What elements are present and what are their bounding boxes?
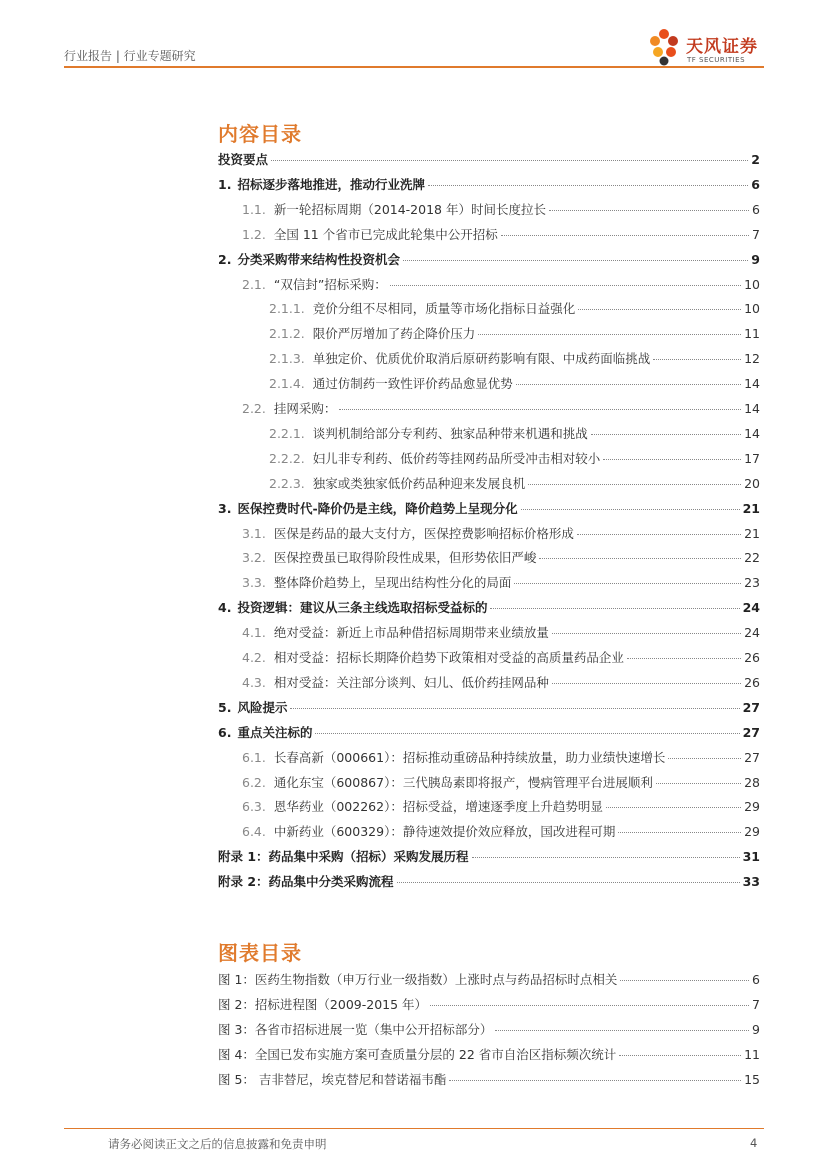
figure-entry-title: 图 2：招标进程图（2009-2015 年）: [218, 996, 428, 1012]
toc-leader-dots: [668, 758, 741, 759]
footer-divider: [64, 1128, 764, 1129]
toc-entry-page: 26: [744, 650, 760, 665]
toc-entry-page: 10: [744, 276, 760, 292]
toc-entry[interactable]: [218, 150, 760, 168]
toc-entry-title: 附录 1：药品集中采购（招标）采购发展历程: [218, 849, 469, 865]
toc-entry-page: 7: [752, 226, 760, 242]
logo-name: 天风证券: [686, 37, 758, 57]
company-logo: [646, 26, 766, 70]
toc-entry[interactable]: [242, 648, 760, 666]
toc-entry[interactable]: [218, 723, 760, 741]
toc-entry-page: 6: [752, 201, 760, 217]
toc-leader-dots: [603, 459, 741, 460]
toc-entry-page: 21: [744, 525, 760, 541]
toc-entry-number: 4.1.: [242, 625, 266, 641]
page-header: [0, 0, 827, 72]
toc-entry-title: 医保是药品的最大支付方，医保控费影响招标价格形成: [273, 525, 574, 541]
toc-entry-number: 1.2.: [242, 226, 266, 242]
figure-entry[interactable]: [218, 1020, 760, 1038]
toc-entry-number: 6.1.: [242, 749, 266, 765]
toc-entry-number: 3.1.: [242, 525, 266, 541]
toc-leader-dots: [428, 185, 748, 186]
toc-entry-title: 竞价分组不尽相同，质量等市场化指标日益强化: [312, 301, 576, 317]
toc-entry-page: 14: [744, 376, 760, 392]
toc-entry-page: 27: [742, 724, 760, 740]
figure-leader-dots: [620, 980, 749, 981]
toc-entry-title: 投资要点: [218, 152, 269, 167]
toc-entry-page: 20: [744, 475, 760, 491]
toc-entry-number: 2.1.4.: [269, 376, 305, 392]
toc-entry-page: 33: [742, 874, 760, 890]
toc-entry-page: 14: [744, 425, 760, 441]
toc-entry-title: 整体降价趋势上，呈现出结构性分化的局面: [273, 575, 512, 591]
figure-entry-title: 图 3：各省市招标进展一览（集中公开招标部分）: [218, 1021, 493, 1037]
toc-leader-dots: [618, 832, 741, 833]
toc-entry[interactable]: [269, 424, 760, 442]
toc-leader-dots: [656, 783, 741, 784]
toc-entry-number: 6.: [218, 724, 232, 740]
toc-entry-title: “双信封”招标采购：: [273, 276, 387, 292]
figure-entry[interactable]: [218, 1045, 760, 1063]
toc-leader-dots: [478, 334, 741, 335]
toc-entry-number: 5.: [218, 699, 232, 715]
toc-entry[interactable]: [269, 299, 760, 317]
toc-leader-dots: [528, 484, 741, 485]
toc-entry-title: 长春高新（000661）：招标推动重磅品种持续放量，助力业绩快速增长: [273, 749, 666, 765]
toc-entry[interactable]: [269, 374, 760, 392]
logo-flower-icon: [646, 26, 682, 70]
toc-entry-title: 相对受益：招标长期降价趋势下政策相对受益的高质量药品企业: [273, 650, 624, 665]
figure-entry-title: 图 5： 吉非替尼，埃克替尼和替诺福韦酯: [218, 1071, 447, 1087]
toc-entry-number: 4.2.: [242, 650, 266, 665]
toc-entry-number: 4.: [218, 600, 232, 616]
toc-entry-page: 29: [744, 824, 760, 840]
toc-entry-page: 2: [751, 152, 760, 167]
figure-entry-page: 6: [752, 972, 760, 987]
toc-entry-page: 24: [742, 600, 760, 616]
toc-entry-number: 2.2.2.: [269, 450, 305, 466]
figure-entry-page: 11: [744, 1046, 760, 1062]
toc-entry-number: 1.1.: [242, 201, 266, 217]
header-divider: [64, 66, 764, 68]
toc-entry[interactable]: [242, 275, 760, 293]
toc-leader-dots: [577, 534, 741, 535]
toc-entry[interactable]: [242, 748, 760, 766]
toc-entry-number: 2.2.3.: [269, 475, 305, 491]
logo-subtitle: TF SECURITIES: [687, 56, 746, 64]
toc-entry-title: 通化东宝（600867）：三代胰岛素即将报产，慢病管理平台进展顺利: [273, 774, 653, 790]
toc-entry[interactable]: [269, 324, 760, 342]
toc-leader-dots: [552, 683, 741, 684]
toc-leader-dots: [390, 285, 741, 286]
toc-entry-number: 6.4.: [242, 824, 266, 840]
toc-entry-page: 9: [751, 251, 760, 267]
toc-entry-page: 28: [744, 774, 760, 790]
toc-entry-title: 分类采购带来结构性投资机会: [237, 251, 400, 267]
figure-entry-title: 图 4：全国已发布实施方案可查质量分层的 22 省市自治区指标频次统计: [218, 1046, 617, 1062]
toc-entry[interactable]: [269, 449, 760, 467]
toc-entry-title: 限价严厉增加了药企降价压力: [312, 326, 476, 342]
toc-entry-page: 14: [744, 401, 760, 416]
toc-entry-title: 挂网采购：: [273, 401, 337, 416]
footer-disclaimer: 请务必阅读正文之后的信息披露和免责申明: [108, 1137, 327, 1151]
toc-entry-number: 6.2.: [242, 774, 266, 790]
toc-entry[interactable]: [242, 200, 760, 218]
toc-entry-title: 全国 11 个省市已完成此轮集中公开招标: [273, 226, 498, 242]
toc-entry-number: 6.3.: [242, 799, 266, 815]
toc-entry-title: 风险提示: [237, 699, 288, 715]
toc-entry-title: 相对受益：关注部分谈判、妇儿、低价药挂网品种: [273, 674, 549, 690]
figure-leader-dots: [430, 1005, 749, 1006]
toc-entry-number: 1.: [218, 176, 232, 192]
toc-entry-page: 31: [742, 849, 760, 865]
toc-entry-number: 2.2.1.: [269, 425, 305, 441]
toc-entry-title: 招标逐步落地推进，推动行业洗牌: [237, 176, 425, 192]
toc-entry-page: 6: [751, 176, 760, 192]
toc-entry-title: 新一轮招标周期（2014-2018 年）时间长度拉长: [273, 201, 546, 217]
toc-entry-page: 26: [744, 674, 760, 690]
toc-entry[interactable]: [242, 797, 760, 815]
toc-entry-title: 恩华药业（002262）：招标受益，增速逐季度上升趋势明显: [273, 799, 603, 815]
toc-entry-title: 单独定价、优质优价取消后原研药影响有限、中成药面临挑战: [312, 351, 651, 367]
toc-entry-title: 附录 2：药品集中分类采购流程: [218, 874, 394, 890]
toc-leader-dots: [315, 733, 739, 734]
figure-leader-dots: [449, 1080, 741, 1081]
figures-title: 图表目录: [218, 941, 302, 965]
toc-entry-title: 医保控费虽已取得阶段性成果，但形势依旧严峻: [273, 550, 537, 566]
toc-entry-number: 3.3.: [242, 575, 266, 591]
toc-entry-page: 27: [744, 749, 760, 765]
toc-entry-number: 3.2.: [242, 550, 266, 566]
toc-entry-title: 重点关注标的: [237, 724, 313, 740]
toc-leader-dots: [339, 409, 741, 410]
toc-entry[interactable]: [242, 673, 760, 691]
toc-entry[interactable]: [242, 573, 760, 591]
toc-entry[interactable]: [218, 598, 760, 616]
figure-leader-dots: [495, 1030, 749, 1031]
toc-entry-title: 医保控费时代-降价仍是主线，降价趋势上呈现分化: [237, 500, 518, 516]
figure-leader-dots: [619, 1055, 741, 1056]
toc-leader-dots: [403, 260, 748, 261]
toc-leader-dots: [521, 509, 740, 510]
toc-entry-page: 12: [744, 351, 760, 367]
figure-entry-page: 9: [752, 1021, 760, 1037]
toc-entry-number: 2.1.1.: [269, 301, 305, 317]
toc-entry[interactable]: [218, 499, 760, 517]
toc-entry[interactable]: [218, 175, 760, 193]
toc-entry[interactable]: [242, 524, 760, 542]
toc-entry[interactable]: [218, 250, 760, 268]
toc-leader-dots: [549, 210, 749, 211]
toc-entry-page: 29: [744, 799, 760, 815]
toc-entry-title: 通过仿制药一致性评价药品愈显优势: [312, 376, 513, 392]
figure-entry-title: 图 1：医药生物指数（申万行业一级指数）上涨时点与药品招标时点相关: [218, 972, 618, 987]
toc-leader-dots: [516, 384, 741, 385]
toc-entry[interactable]: [218, 872, 760, 890]
toc-entry-number: 3.: [218, 500, 232, 516]
figure-entry-page: 15: [744, 1071, 760, 1087]
toc-entry-number: 2.: [218, 251, 232, 267]
toc-leader-dots: [653, 359, 741, 360]
toc-entry[interactable]: [242, 548, 760, 566]
toc-entry-page: 27: [742, 699, 760, 715]
toc-leader-dots: [606, 807, 741, 808]
toc-entry[interactable]: [242, 225, 760, 243]
toc-entry-title: 绝对受益：新近上市品种借招标周期带来业绩放量: [273, 625, 549, 641]
toc-entry-page: 11: [744, 326, 760, 342]
toc-entry[interactable]: [269, 349, 760, 367]
toc-leader-dots: [578, 309, 741, 310]
toc-leader-dots: [591, 434, 741, 435]
toc-leader-dots: [472, 857, 740, 858]
figure-entry[interactable]: [218, 995, 760, 1013]
toc-title: 内容目录: [218, 122, 302, 146]
toc-entry-page: 23: [744, 575, 760, 591]
toc-leader-dots: [627, 658, 741, 659]
toc-entry-title: 妇儿非专利药、低价药等挂网药品所受冲击相对较小: [312, 450, 601, 466]
header-breadcrumb: 行业报告 | 行业专题研究: [64, 49, 196, 63]
toc-leader-dots: [552, 633, 741, 634]
toc-entry-number: 2.1.: [242, 276, 266, 292]
toc-entry-title: 投资逻辑：建议从三条主线选取招标受益标的: [237, 600, 488, 616]
toc-entry[interactable]: [242, 623, 760, 641]
figure-entry-page: 7: [752, 996, 760, 1012]
toc-entry[interactable]: [269, 474, 760, 492]
page-number: 4: [750, 1136, 758, 1150]
toc-entry-page: 21: [742, 500, 760, 516]
toc-leader-dots: [490, 608, 739, 609]
toc-entry-page: 24: [744, 625, 760, 641]
toc-leader-dots: [539, 558, 741, 559]
toc-entry-title: 谈判机制给部分专利药、独家品种带来机遇和挑战: [312, 425, 588, 441]
figure-entry[interactable]: [218, 970, 760, 988]
toc-entry[interactable]: [218, 847, 760, 865]
toc-entry[interactable]: [242, 773, 760, 791]
toc-leader-dots: [514, 583, 741, 584]
toc-entry-page: 10: [744, 301, 760, 317]
figure-entry[interactable]: [218, 1070, 760, 1088]
toc-entry-page: 22: [744, 550, 760, 566]
toc-entry-title: 中新药业（600329）：静待速效提价效应释放，国改进程可期: [273, 824, 616, 840]
toc-entry-page: 17: [744, 450, 760, 466]
toc-leader-dots: [397, 882, 740, 883]
toc-entry-title: 独家或类独家低价药品种迎来发展良机: [312, 475, 526, 491]
toc-entry-number: 2.1.2.: [269, 326, 305, 342]
toc-entry-number: 4.3.: [242, 674, 266, 690]
toc-entry-number: 2.2.: [242, 401, 266, 416]
toc-entry[interactable]: [218, 698, 760, 716]
toc-leader-dots: [271, 160, 748, 161]
toc-leader-dots: [501, 235, 749, 236]
toc-entry[interactable]: [242, 822, 760, 840]
toc-leader-dots: [290, 708, 739, 709]
toc-entry-number: 2.1.3.: [269, 351, 305, 367]
toc-entry[interactable]: [242, 399, 760, 417]
